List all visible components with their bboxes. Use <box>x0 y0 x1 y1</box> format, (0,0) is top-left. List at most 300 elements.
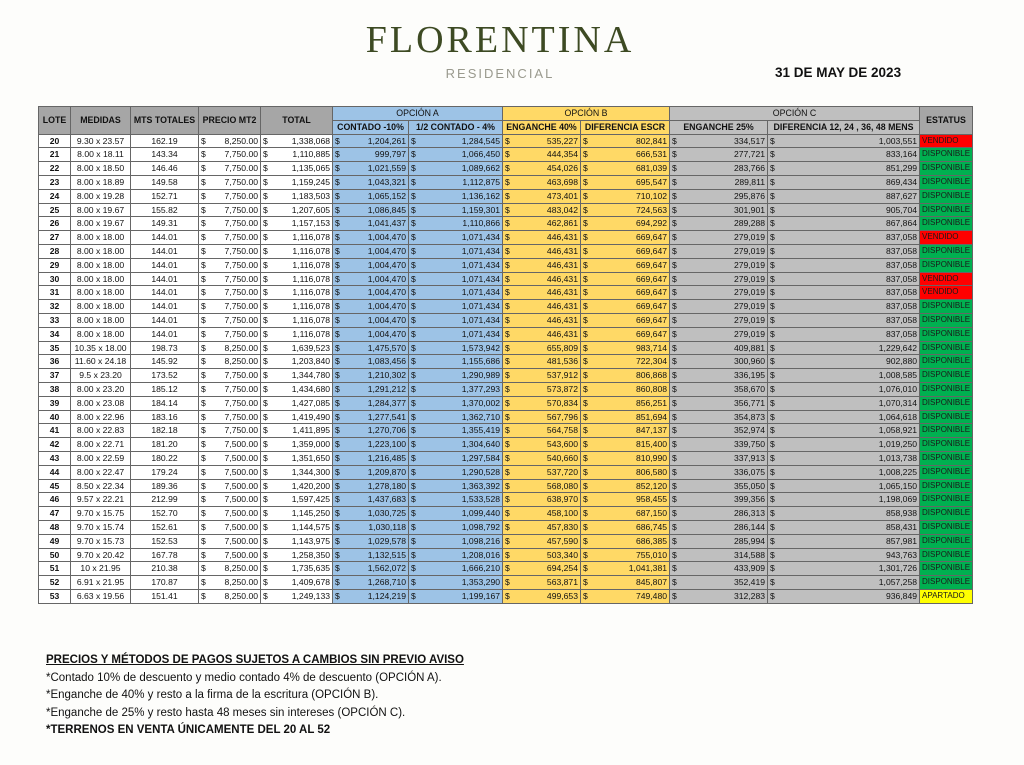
currency-symbol: $ <box>505 149 510 160</box>
table-row <box>39 148 973 162</box>
cell-value: 481,536 <box>546 356 578 367</box>
cell-value: 710,102 <box>635 190 668 201</box>
opcion-a2-cell <box>409 589 503 603</box>
col-precio-header: PRECIO MT2 <box>199 107 261 135</box>
opcion-c2-cell <box>768 576 920 590</box>
cell-value: 1,270,706 <box>367 425 406 436</box>
currency-symbol: $ <box>770 397 775 408</box>
opcion-b1-cell <box>503 355 581 369</box>
table-row <box>39 424 973 438</box>
total-cell <box>261 258 333 272</box>
currency-symbol: $ <box>411 383 416 394</box>
currency-symbol: $ <box>335 328 340 339</box>
precio-cell <box>199 424 261 438</box>
currency-symbol: $ <box>263 577 268 588</box>
currency-symbol: $ <box>770 480 775 491</box>
precio-cell <box>199 134 261 148</box>
currency-symbol: $ <box>672 521 677 532</box>
opcion-a1-cell <box>333 548 409 562</box>
currency-symbol: $ <box>201 245 206 256</box>
status-badge: DISPONIBLE <box>920 341 973 355</box>
cell-value: 1,434,680 <box>291 383 330 394</box>
opcion-c1-cell <box>670 589 768 603</box>
opcion-a1-cell <box>333 562 409 576</box>
cell-value: 1,041,381 <box>628 563 668 574</box>
opcion-b1-cell <box>503 162 581 176</box>
cell-value: 1,290,528 <box>461 466 500 477</box>
opcion-c2-cell <box>768 134 920 148</box>
opcion-c1-cell <box>670 162 768 176</box>
currency-symbol: $ <box>263 245 268 256</box>
currency-symbol: $ <box>505 287 510 298</box>
cell-value: 1,058,921 <box>878 425 918 436</box>
currency-symbol: $ <box>583 204 588 215</box>
opcion-c1-cell <box>670 148 768 162</box>
opcion-b1-cell <box>503 300 581 314</box>
mts-cell: 144.01 <box>131 244 199 258</box>
opcion-b2-cell <box>581 244 670 258</box>
currency-symbol: $ <box>411 535 416 546</box>
cell-value: 7,750.00 <box>224 218 258 229</box>
currency-symbol: $ <box>411 176 416 187</box>
cell-value: 1,071,434 <box>461 287 500 298</box>
currency-symbol: $ <box>770 425 775 436</box>
brand-title: FLORENTINA <box>365 19 635 61</box>
opcion-b2-cell <box>581 369 670 383</box>
precio-cell <box>199 382 261 396</box>
cell-value: 279,019 <box>733 232 766 243</box>
opcion-a2-cell <box>409 479 503 493</box>
lote-cell: 53 <box>39 589 71 603</box>
currency-symbol: $ <box>411 466 416 477</box>
currency-symbol: $ <box>335 370 340 381</box>
currency-symbol: $ <box>672 452 677 463</box>
currency-symbol: $ <box>411 563 416 574</box>
cell-value: 573,872 <box>546 383 578 394</box>
opcion-b1-cell <box>503 134 581 148</box>
opcion-b1-cell <box>503 203 581 217</box>
total-cell <box>261 175 333 189</box>
medidas-cell: 8.00 x 19.67 <box>71 203 131 217</box>
opcion-a2-cell <box>409 272 503 286</box>
table-row <box>39 341 973 355</box>
opcion-a2-cell <box>409 231 503 245</box>
opcion-c1-cell <box>670 327 768 341</box>
opcion-b1-cell <box>503 189 581 203</box>
currency-symbol: $ <box>505 218 510 229</box>
currency-symbol: $ <box>335 535 340 546</box>
opcion-c1-cell <box>670 258 768 272</box>
cell-value: 570,834 <box>546 397 578 408</box>
cell-value: 8,250.00 <box>224 577 258 588</box>
cell-value: 1,043,321 <box>367 176 406 187</box>
currency-symbol: $ <box>335 508 340 519</box>
cell-value: 503,340 <box>546 549 578 560</box>
currency-symbol: $ <box>583 301 588 312</box>
cell-value: 543,600 <box>546 439 578 450</box>
opcion-c1-cell <box>670 341 768 355</box>
currency-symbol: $ <box>335 577 340 588</box>
currency-symbol: $ <box>770 176 775 187</box>
opcion-c1-cell <box>670 451 768 465</box>
opcion-a2-cell <box>409 382 503 396</box>
opcion-a1-cell <box>333 520 409 534</box>
currency-symbol: $ <box>505 411 510 422</box>
opcion-a-header: OPCIÓN A <box>333 107 503 121</box>
cell-value: 1,116,078 <box>292 287 330 298</box>
cell-value: 1,208,016 <box>461 549 500 560</box>
mts-cell: 144.01 <box>131 327 199 341</box>
opcion-a2-cell <box>409 148 503 162</box>
currency-symbol: $ <box>335 439 340 450</box>
currency-symbol: $ <box>263 314 268 325</box>
cell-value: 1,124,219 <box>367 590 406 601</box>
cell-value: 983,714 <box>635 342 668 353</box>
precio-cell <box>199 148 261 162</box>
cell-value: 1,258,350 <box>291 549 330 560</box>
opcion-a1-cell <box>333 313 409 327</box>
currency-symbol: $ <box>583 439 588 450</box>
currency-symbol: $ <box>505 383 510 394</box>
opcion-c1-cell <box>670 175 768 189</box>
currency-symbol: $ <box>411 287 416 298</box>
cell-value: 446,431 <box>546 273 578 284</box>
currency-symbol: $ <box>583 370 588 381</box>
opcion-c1-cell <box>670 534 768 548</box>
cell-value: 1,597,425 <box>291 494 330 505</box>
currency-symbol: $ <box>335 259 340 270</box>
cell-value: 802,841 <box>635 135 668 146</box>
mts-cell: 143.34 <box>131 148 199 162</box>
currency-symbol: $ <box>263 163 268 174</box>
opcion-c1-cell <box>670 410 768 424</box>
price-table <box>38 106 973 604</box>
cell-value: 686,385 <box>635 535 668 546</box>
cell-value: 8,250.00 <box>224 135 258 146</box>
currency-symbol: $ <box>201 287 206 298</box>
currency-symbol: $ <box>263 370 268 381</box>
opcion-b1-cell <box>503 244 581 258</box>
cell-value: 1,359,000 <box>291 439 330 450</box>
currency-symbol: $ <box>411 549 416 560</box>
status-badge: DISPONIBLE <box>920 148 973 162</box>
opcion-b2-cell <box>581 589 670 603</box>
notes-section <box>46 652 464 740</box>
cell-value: 958,455 <box>635 494 668 505</box>
status-badge: DISPONIBLE <box>920 382 973 396</box>
medidas-cell: 8.00 x 23.20 <box>71 382 131 396</box>
opcion-c2-cell <box>768 244 920 258</box>
currency-symbol: $ <box>411 204 416 215</box>
medidas-cell: 8.00 x 18.00 <box>71 300 131 314</box>
currency-symbol: $ <box>770 494 775 505</box>
cell-value: 7,750.00 <box>224 370 258 381</box>
opcion-c2-cell <box>768 438 920 452</box>
opcion-c2-cell <box>768 382 920 396</box>
currency-symbol: $ <box>201 577 206 588</box>
currency-symbol: $ <box>583 218 588 229</box>
total-cell <box>261 272 333 286</box>
mts-cell: 212.99 <box>131 493 199 507</box>
currency-symbol: $ <box>672 383 677 394</box>
opcion-b1-cell <box>503 507 581 521</box>
opcion-c2-cell <box>768 451 920 465</box>
opcion-b2-cell <box>581 134 670 148</box>
cell-value: 7,750.00 <box>224 149 258 160</box>
opcion-a1-cell <box>333 534 409 548</box>
currency-symbol: $ <box>583 397 588 408</box>
cell-value: 1,019,250 <box>878 439 918 450</box>
precio-cell <box>199 203 261 217</box>
opcion-b2-cell <box>581 313 670 327</box>
currency-symbol: $ <box>505 439 510 450</box>
currency-symbol: $ <box>201 259 206 270</box>
cell-value: 295,876 <box>733 190 766 201</box>
opcion-c1-cell <box>670 548 768 562</box>
currency-symbol: $ <box>583 549 588 560</box>
cell-value: 1,071,434 <box>461 259 500 270</box>
cell-value: 1,071,434 <box>461 301 500 312</box>
currency-symbol: $ <box>335 301 340 312</box>
currency-symbol: $ <box>335 356 340 367</box>
cell-value: 1,562,072 <box>367 563 406 574</box>
lote-cell: 27 <box>39 231 71 245</box>
status-badge: DISPONIBLE <box>920 548 973 562</box>
cell-value: 1,136,162 <box>461 190 500 201</box>
opcion-b2-cell <box>581 286 670 300</box>
table-row <box>39 286 973 300</box>
opcion-c2-cell <box>768 148 920 162</box>
opcion-b1-cell <box>503 438 581 452</box>
document-date: 31 DE MAY DE 2023 <box>775 65 902 80</box>
cell-value: 1,278,180 <box>367 480 406 491</box>
currency-symbol: $ <box>770 149 775 160</box>
currency-symbol: $ <box>411 494 416 505</box>
lote-cell: 20 <box>39 134 71 148</box>
cell-value: 1,338,068 <box>291 135 330 146</box>
mts-cell: 210.38 <box>131 562 199 576</box>
currency-symbol: $ <box>770 328 775 339</box>
status-badge: DISPONIBLE <box>920 217 973 231</box>
currency-symbol: $ <box>505 314 510 325</box>
cell-value: 446,431 <box>546 328 578 339</box>
currency-symbol: $ <box>201 383 206 394</box>
currency-symbol: $ <box>505 135 510 146</box>
opcion-a1-cell <box>333 576 409 590</box>
status-badge: VENDIDO <box>920 286 973 300</box>
table-row <box>39 203 973 217</box>
currency-symbol: $ <box>263 411 268 422</box>
currency-symbol: $ <box>335 342 340 353</box>
cell-value: 1,370,002 <box>461 397 500 408</box>
currency-symbol: $ <box>583 535 588 546</box>
table-row <box>39 175 973 189</box>
cell-value: 669,647 <box>635 287 668 298</box>
status-badge: DISPONIBLE <box>920 438 973 452</box>
cell-value: 1,284,545 <box>461 135 500 146</box>
precio-cell <box>199 313 261 327</box>
cell-value: 1,639,523 <box>291 342 330 353</box>
opcion-a2-cell <box>409 134 503 148</box>
opcion-c1-cell <box>670 369 768 383</box>
cell-value: 1,351,650 <box>291 452 330 463</box>
opcion-b2-cell <box>581 148 670 162</box>
cell-value: 666,531 <box>635 149 668 160</box>
currency-symbol: $ <box>263 356 268 367</box>
currency-symbol: $ <box>335 176 340 187</box>
opcion-c2-cell <box>768 355 920 369</box>
cell-value: 535,227 <box>546 135 578 146</box>
currency-symbol: $ <box>505 508 510 519</box>
currency-symbol: $ <box>505 204 510 215</box>
precio-cell <box>199 258 261 272</box>
opcion-b2-cell <box>581 231 670 245</box>
cell-value: 473,401 <box>546 190 578 201</box>
cell-value: 1,008,585 <box>878 370 918 381</box>
cell-value: 1,004,470 <box>367 328 406 339</box>
cell-value: 837,058 <box>885 287 918 298</box>
lote-cell: 50 <box>39 548 71 562</box>
cell-value: 1,013,738 <box>878 452 918 463</box>
cell-value: 1,409,678 <box>291 577 330 588</box>
currency-symbol: $ <box>672 439 677 450</box>
cell-value: 833,164 <box>885 149 918 160</box>
opcion-c1-cell <box>670 313 768 327</box>
medidas-cell: 9.5 x 23.20 <box>71 369 131 383</box>
cell-value: 537,912 <box>546 370 578 381</box>
cell-value: 1,284,377 <box>367 397 406 408</box>
currency-symbol: $ <box>411 245 416 256</box>
opcion-b1-cell <box>503 369 581 383</box>
opcion-c1-cell <box>670 272 768 286</box>
cell-value: 1,353,290 <box>461 577 500 588</box>
opcion-b2-cell <box>581 424 670 438</box>
cell-value: 810,990 <box>635 452 668 463</box>
currency-symbol: $ <box>263 549 268 560</box>
mts-cell: 144.01 <box>131 286 199 300</box>
lote-cell: 48 <box>39 520 71 534</box>
col-b2-header: DIFERENCIA ESCR <box>581 120 670 134</box>
cell-value: 286,144 <box>733 521 766 532</box>
currency-symbol: $ <box>201 425 206 436</box>
cell-value: 300,960 <box>733 356 766 367</box>
cell-value: 815,400 <box>635 439 668 450</box>
col-a1-header: CONTADO -10% <box>333 120 409 134</box>
cell-value: 851,694 <box>635 411 668 422</box>
medidas-cell: 8.00 x 18.00 <box>71 286 131 300</box>
currency-symbol: $ <box>770 356 775 367</box>
currency-symbol: $ <box>335 218 340 229</box>
cell-value: 1,066,450 <box>461 149 500 160</box>
opcion-c1-cell <box>670 396 768 410</box>
currency-symbol: $ <box>505 494 510 505</box>
medidas-cell: 6.63 x 19.56 <box>71 589 131 603</box>
opcion-a1-cell <box>333 589 409 603</box>
opcion-c2-cell <box>768 286 920 300</box>
cell-value: 1,098,216 <box>461 535 500 546</box>
cell-value: 7,750.00 <box>224 232 258 243</box>
opcion-a2-cell <box>409 465 503 479</box>
opcion-c2-cell <box>768 424 920 438</box>
currency-symbol: $ <box>201 549 206 560</box>
currency-symbol: $ <box>411 232 416 243</box>
table-row <box>39 355 973 369</box>
medidas-cell: 9.30 x 23.57 <box>71 134 131 148</box>
mts-cell: 152.53 <box>131 534 199 548</box>
opcion-b2-cell <box>581 327 670 341</box>
currency-symbol: $ <box>770 245 775 256</box>
cell-value: 1,003,551 <box>878 135 918 146</box>
currency-symbol: $ <box>672 508 677 519</box>
status-badge: DISPONIBLE <box>920 244 973 258</box>
currency-symbol: $ <box>201 508 206 519</box>
cell-value: 279,019 <box>733 259 766 270</box>
cell-value: 563,871 <box>546 577 578 588</box>
currency-symbol: $ <box>201 411 206 422</box>
opcion-b1-cell <box>503 327 581 341</box>
currency-symbol: $ <box>672 590 677 601</box>
cell-value: 454,026 <box>546 163 578 174</box>
mts-cell: 149.31 <box>131 217 199 231</box>
medidas-cell: 8.00 x 18.00 <box>71 313 131 327</box>
col-b1-header: ENGANCHE 40% <box>503 120 581 134</box>
currency-symbol: $ <box>770 259 775 270</box>
currency-symbol: $ <box>672 287 677 298</box>
total-cell <box>261 203 333 217</box>
cell-value: 7,750.00 <box>224 383 258 394</box>
currency-symbol: $ <box>201 135 206 146</box>
note-line-1: *Contado 10% de descuento y medio contado 4% de descuento (OPCIÓN A). <box>46 671 442 684</box>
currency-symbol: $ <box>335 590 340 601</box>
opcion-a2-cell <box>409 507 503 521</box>
cell-value: 1,071,434 <box>461 328 500 339</box>
cell-value: 334,517 <box>733 135 766 146</box>
opcion-c1-cell <box>670 189 768 203</box>
currency-symbol: $ <box>411 356 416 367</box>
precio-cell <box>199 562 261 576</box>
currency-symbol: $ <box>263 328 268 339</box>
cell-value: 887,627 <box>885 190 918 201</box>
opcion-b2-cell <box>581 341 670 355</box>
opcion-b1-cell <box>503 217 581 231</box>
opcion-b2-cell <box>581 520 670 534</box>
col-lote-header: LOTE <box>39 107 71 135</box>
lote-cell: 29 <box>39 258 71 272</box>
currency-symbol: $ <box>505 397 510 408</box>
cell-value: 1,029,578 <box>367 535 406 546</box>
total-cell <box>261 382 333 396</box>
precio-cell <box>199 217 261 231</box>
total-cell <box>261 438 333 452</box>
cell-value: 687,150 <box>635 508 668 519</box>
currency-symbol: $ <box>201 521 206 532</box>
opcion-a1-cell <box>333 258 409 272</box>
currency-symbol: $ <box>672 342 677 353</box>
status-badge: DISPONIBLE <box>920 162 973 176</box>
opcion-b2-cell <box>581 272 670 286</box>
currency-symbol: $ <box>263 342 268 353</box>
currency-symbol: $ <box>770 590 775 601</box>
cell-value: 1,344,780 <box>291 370 330 381</box>
opcion-b2-cell <box>581 438 670 452</box>
cell-value: 669,647 <box>635 245 668 256</box>
cell-value: 1,183,503 <box>291 190 330 201</box>
currency-symbol: $ <box>672 245 677 256</box>
table-row <box>39 217 973 231</box>
opcion-c1-cell <box>670 424 768 438</box>
opcion-c2-cell <box>768 562 920 576</box>
currency-symbol: $ <box>263 273 268 284</box>
